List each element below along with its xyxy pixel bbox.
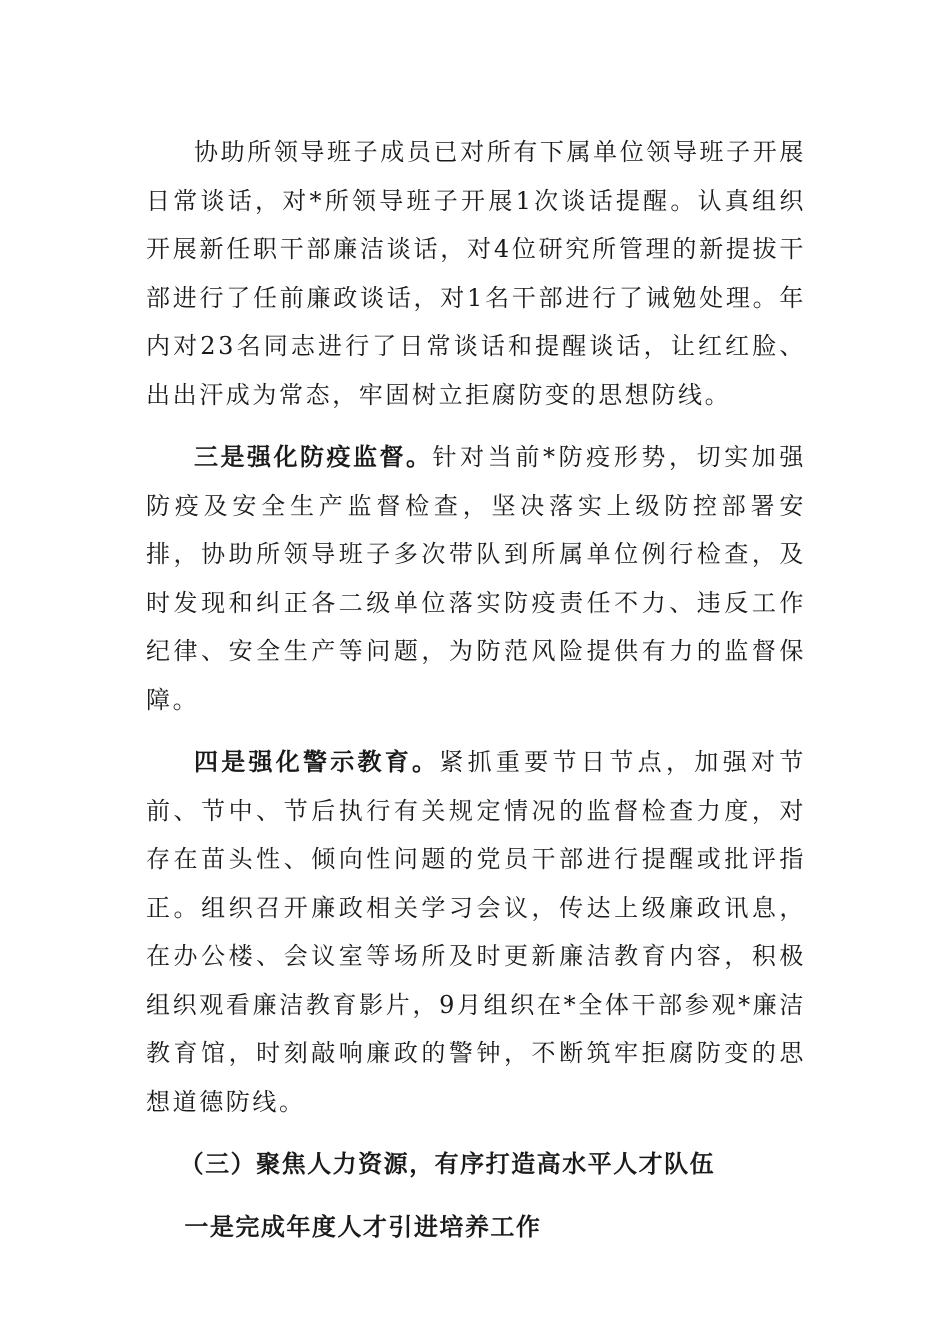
paragraph-text: 紧抓重要节日节点，加强对节前、节中、节后执行有关规定情况的监督检查力度，对存在苗头性、倾向性问题的党员干部进行提醒或批评指正。组织召开廉政相关学习会议，传达上级廉政讯息，在办公楼、会议室等场所及时更新廉洁教育内容，积极组织观看廉洁教育影片，9月组织在*全体干部参观*廉洁教育馆，时刻敲响廉政的警钟，不断筑牢拒腐防变的思想道德防线。 [146, 748, 806, 1116]
paragraph-epidemic-supervision [146, 433, 806, 724]
paragraph-lead: 四是强化警示教育。 [194, 748, 440, 776]
document-body [146, 128, 806, 1251]
paragraph-warning-education [146, 738, 806, 1126]
paragraph-text: 针对当前*防疫形势，切实加强防疫及安全生产监督检查，坚决落实上级防控部署安排，协助所领导班子多次带队到所属单位例行检查，及时发现和纠正各二级单位落实防疫责任不力、违反工作纪律、安全生产等问题，为防范风险提供有力的监督保障。 [146, 443, 807, 714]
paragraph-conversation [146, 128, 806, 419]
section-heading: （三）聚焦人力资源，有序打造高水平人才队伍 [179, 1150, 716, 1178]
paragraph-lead: 三是强化防疫监督。 [194, 443, 433, 471]
paragraph-text: 协助所领导班子成员已对所有下属单位领导班子开展日常谈话，对*所领导班子开展1次谈话提醒。认真组织开展新任职干部廉洁谈话，对4位研究所管理的新提拔干部进行了任前廉政谈话，对1名干部进行了诫勉处理。年内对23名同志进行了日常谈话和提醒谈话，让红红脸、出出汗成为常态，牢固树立拒腐防变的思想防线。 [146, 138, 806, 409]
sub-heading: 一是完成年度人才引进培养工作 [184, 1212, 542, 1241]
